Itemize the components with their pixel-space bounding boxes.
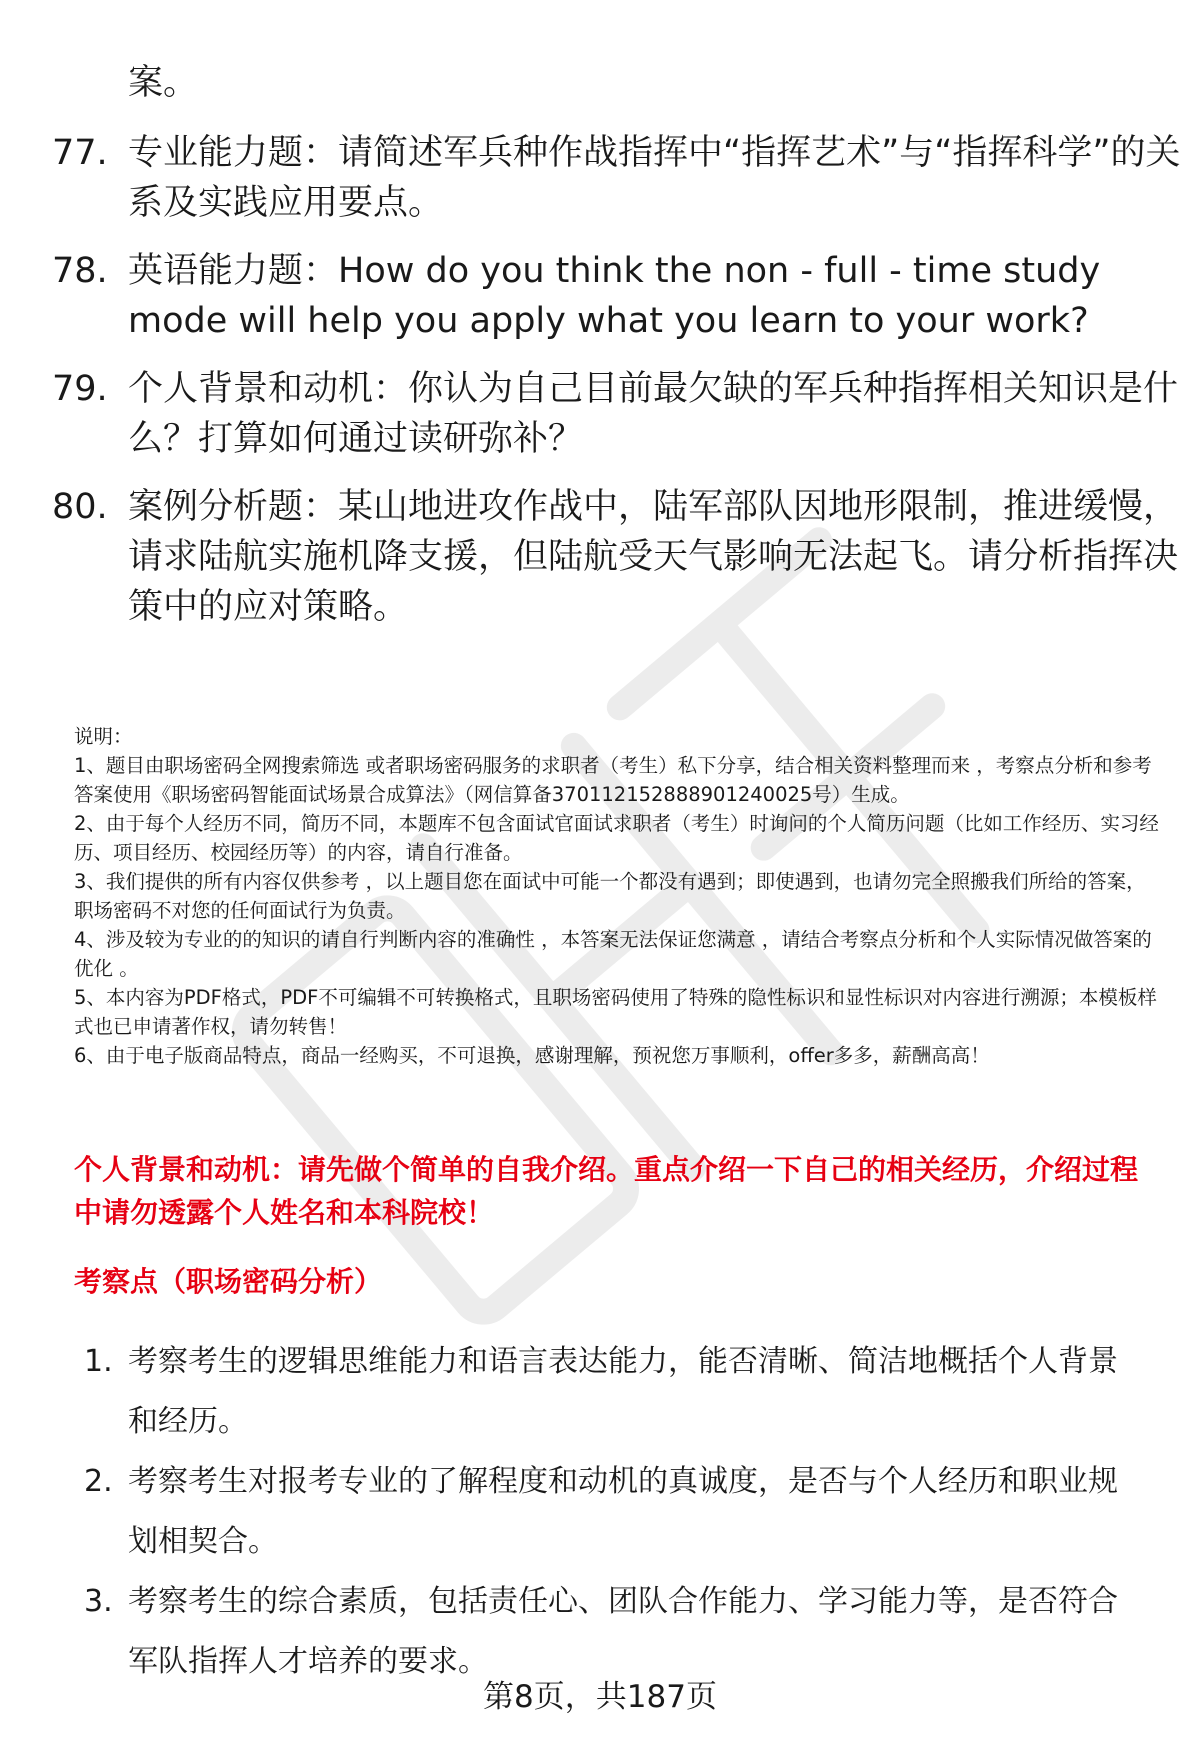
question-text: 案例分析题：某山地进攻作战中，陆军部队因地形限制，推进缓慢，请求陆航实施机降支援，但陆航受天气影响无法起飞。请分析指挥决策中的应对策略。 <box>128 487 1179 627</box>
question-number: 78. <box>52 251 108 291</box>
analysis-point <box>84 1332 1154 1452</box>
analysis-point <box>84 1452 1154 1572</box>
question-number: 80. <box>52 487 108 527</box>
analysis-heading: 考察点（职场密码分析） <box>74 1265 383 1298</box>
point-number: 3. <box>84 1584 113 1619</box>
point-text: 考察考生的逻辑思维能力和语言表达能力，能否清晰、简洁地概括个人背景和经历。 <box>128 1344 1118 1439</box>
note-item: 3、我们提供的所有内容仅供参考 ，以上题目您在面试中可能一个都没有遇到；即使遇到，也请勿完全照搬我们所给的答案，职场密码不对您的任何面试行为负责。 <box>74 870 1146 922</box>
previous-answer-continuation: 案。 <box>128 63 199 103</box>
note-item: 4、涉及较为专业的的知识的请自行判断内容的准确性 ，本答案无法保证您满意 ，请结合考察点分析和个人实际情况做答案的优化 。 <box>74 928 1152 980</box>
note-item: 5、本内容为PDF格式，PDF不可编辑不可转换格式，且职场密码使用了特殊的隐性标识和显性标识对内容进行溯源；本模板样式也已申请著作权，请勿转售！ <box>74 986 1157 1038</box>
page-footer: 第8页，共187页 <box>483 1679 717 1715</box>
question-item <box>52 128 1181 228</box>
disclaimer-notes <box>74 722 1164 1070</box>
point-number: 1. <box>84 1344 113 1379</box>
featured-question: 个人背景和动机：请先做个简单的自我介绍。重点介绍一下自己的相关经历，介绍过程中请勿透露个人姓名和本科院校！ <box>74 1153 1139 1229</box>
question-text: 个人背景和动机：你认为自己目前最欠缺的军兵种指挥相关知识是什么？打算如何通过读研弥补？ <box>128 369 1179 459</box>
question-text: 专业能力题：请简述军兵种作战指挥中“指挥艺术”与“指挥科学”的关系及实践应用要点。 <box>128 133 1181 223</box>
notes-heading: 说明： <box>74 725 133 748</box>
question-item <box>52 246 1152 346</box>
question-number: 77. <box>52 133 108 173</box>
question-text: 英语能力题：How do you think the non - full - time study mode will help you apply what you learn to your work? <box>128 251 1101 341</box>
question-item <box>52 482 1179 632</box>
question-item <box>52 364 1179 464</box>
point-text: 考察考生对报考专业的了解程度和动机的真诚度，是否与个人经历和职业规划相契合。 <box>128 1464 1118 1559</box>
point-number: 2. <box>84 1464 113 1499</box>
note-item: 6、由于电子版商品特点，商品一经购买，不可退换，感谢理解，预祝您万事顺利，offer多多，薪酬高高！ <box>74 1044 990 1067</box>
analysis-point <box>84 1572 1154 1692</box>
point-text: 考察考生的综合素质，包括责任心、团队合作能力、学习能力等，是否符合军队指挥人才培养的要求。 <box>128 1584 1118 1679</box>
note-item: 2、由于每个人经历不同，简历不同，本题库不包含面试官面试求职者（考生）时询问的个人简历问题（比如工作经历、实习经历、项目经历、校园经历等）的内容，请自行准备。 <box>74 812 1159 864</box>
question-number: 79. <box>52 369 108 409</box>
note-item: 1、题目由职场密码全网搜索筛选 或者职场密码服务的求职者（考生）私下分享，结合相关资料整理而来 ，考察点分析和参考答案使用《职场密码智能面试场景合成算法》（网信算备370112152888901240025号）生成。 <box>74 754 1152 806</box>
